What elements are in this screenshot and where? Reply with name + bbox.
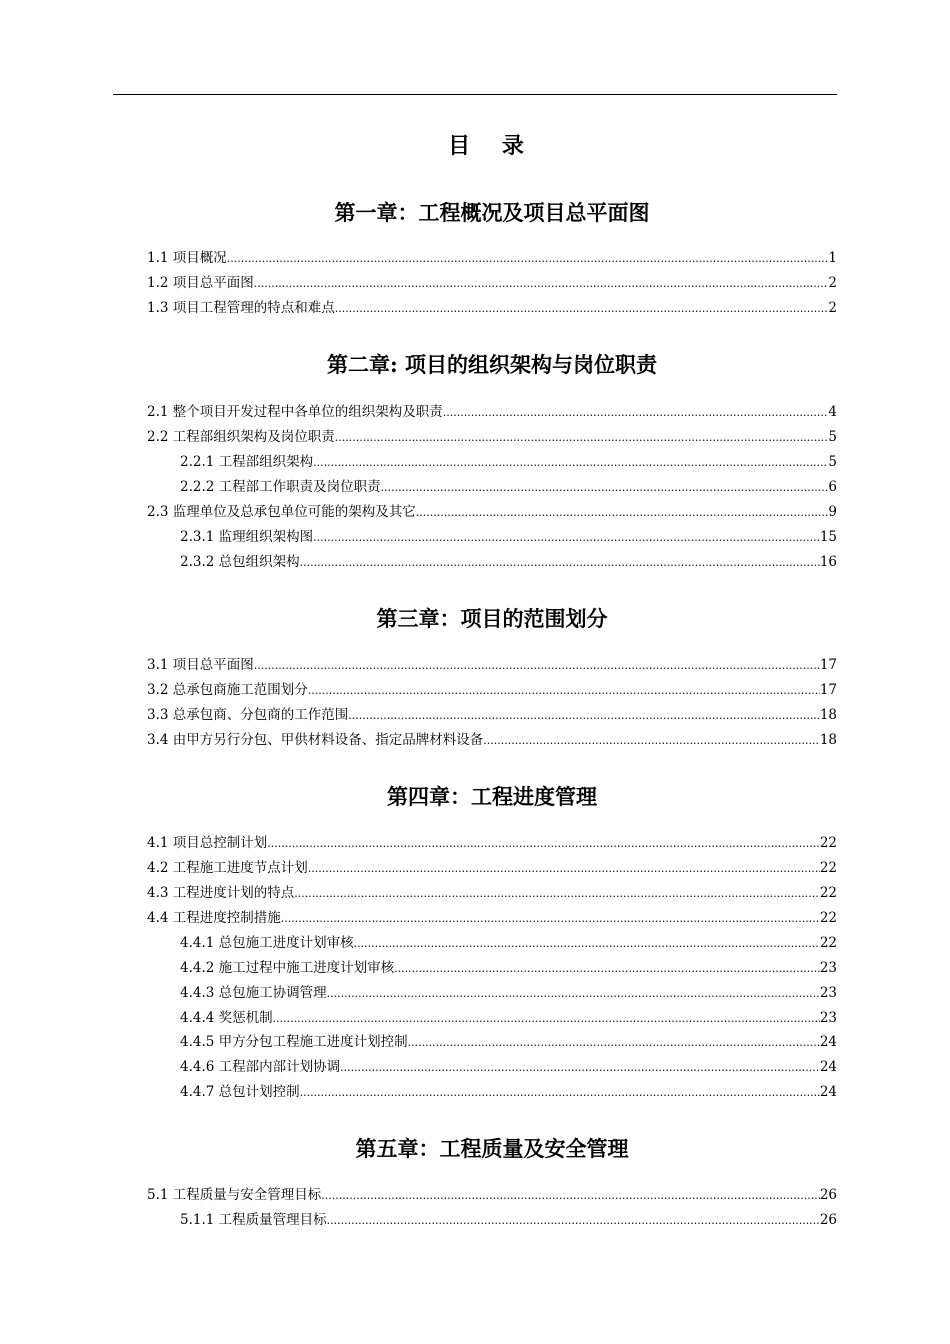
toc-entry-label: 4.4.3 总包施工协调管理: [180, 985, 327, 1001]
toc-entry-label: 1.3 项目工程管理的特点和难点: [147, 300, 335, 316]
toc-entry-page: 9: [828, 504, 837, 520]
toc-entry-label: 4.4.1 总包施工进度计划审核: [180, 935, 354, 951]
toc-entry-page: 6: [828, 479, 837, 495]
toc-entry-page: 22: [819, 885, 837, 901]
toc-entry-page: 22: [819, 835, 837, 851]
toc-entry-label: 4.4.5 甲方分包工程施工进度计划控制: [180, 1034, 408, 1050]
toc-entry-page: 18: [819, 707, 837, 723]
toc-entry-page: 1: [828, 250, 837, 266]
toc-leader-dots: [335, 426, 829, 448]
toc-entry-page: 5: [828, 454, 837, 470]
toc-entry-label: 2.1 整个项目开发过程中各单位的组织架构及职责: [147, 404, 443, 420]
toc-title: 目 录: [448, 133, 536, 159]
toc-leader-dots: [348, 704, 820, 726]
toc-entry-label: 3.4 由甲方另行分包、甲供材料设备、指定品牌材料设备: [147, 732, 484, 748]
toc-entry-label: 2.2.1 工程部组织架构: [180, 454, 314, 470]
toc-entry[interactable]: [147, 729, 837, 751]
toc-subentry[interactable]: [180, 551, 837, 573]
toc-leader-dots: [483, 729, 820, 751]
toc-leader-dots: [254, 272, 829, 294]
toc-subentry[interactable]: [180, 982, 837, 1004]
toc-entry[interactable]: [147, 654, 837, 676]
header-rule: [113, 94, 837, 95]
toc-entry-page: 2: [828, 300, 837, 316]
toc-leader-dots: [313, 451, 828, 473]
toc-subentry[interactable]: [180, 451, 837, 473]
toc-entry-page: 26: [819, 1187, 837, 1203]
toc-entry[interactable]: [147, 297, 837, 319]
toc-leader-dots: [321, 1184, 820, 1206]
toc-subentry[interactable]: [180, 1031, 837, 1053]
toc-entry[interactable]: [147, 272, 837, 294]
toc-leader-dots: [408, 1031, 820, 1053]
chapter-2-heading: 第二章: 项目的组织架构与岗位职责: [326, 352, 658, 377]
toc-leader-dots: [227, 247, 829, 269]
toc-entry[interactable]: [147, 882, 837, 904]
toc-entry-label: 2.3.1 监理组织架构图: [180, 529, 314, 545]
toc-leader-dots: [308, 679, 820, 701]
chapter-4-heading: 第四章：工程进度管理: [387, 784, 597, 809]
toc-entry[interactable]: [147, 1184, 837, 1206]
toc-entry[interactable]: [147, 704, 837, 726]
toc-entry-page: 22: [819, 860, 837, 876]
toc-entry-page: 24: [819, 1034, 837, 1050]
toc-entry[interactable]: [147, 907, 837, 929]
toc-leader-dots: [443, 401, 829, 423]
chapter-5-heading: 第五章：工程质量及安全管理: [355, 1136, 629, 1161]
toc-leader-dots: [294, 882, 820, 904]
toc-entry-label: 4.4.6 工程部内部计划协调: [180, 1059, 341, 1075]
toc-leader-dots: [313, 526, 820, 548]
toc-entry-page: 17: [819, 682, 837, 698]
toc-entry-label: 3.1 项目总平面图: [147, 657, 254, 673]
toc-entry-page: 17: [819, 657, 837, 673]
toc-entry[interactable]: [147, 426, 837, 448]
toc-leader-dots: [254, 654, 820, 676]
toc-entry-page: 22: [819, 935, 837, 951]
toc-subentry[interactable]: [180, 957, 837, 979]
chapter-3-heading: 第三章：项目的范围划分: [376, 606, 608, 631]
toc-leader-dots: [267, 832, 820, 854]
toc-entry-label: 4.4 工程进度控制措施: [147, 910, 281, 926]
toc-entry-label: 5.1 工程质量与安全管理目标: [147, 1187, 322, 1203]
toc-entry-page: 24: [819, 1059, 837, 1075]
toc-entry-label: 2.3 监理单位及总承包单位可能的架构及其它: [147, 504, 416, 520]
toc-entry-label: 4.4.4 奖惩机制: [180, 1010, 273, 1026]
toc-entry-page: 24: [819, 1084, 837, 1100]
toc-entry[interactable]: [147, 501, 837, 523]
toc-leader-dots: [381, 476, 829, 498]
toc-leader-dots: [335, 297, 829, 319]
toc-entry-label: 3.2 总承包商施工范围划分: [147, 682, 308, 698]
toc-subentry[interactable]: [180, 1007, 837, 1029]
toc-entry-label: 5.1.1 工程质量管理目标: [180, 1212, 327, 1228]
toc-leader-dots: [300, 551, 820, 573]
toc-entry-label: 4.4.2 施工过程中施工进度计划审核: [180, 960, 395, 976]
toc-leader-dots: [394, 957, 820, 979]
toc-leader-dots: [327, 982, 820, 1004]
toc-entry-label: 1.1 项目概况: [147, 250, 227, 266]
toc-subentry[interactable]: [180, 476, 837, 498]
toc-entry[interactable]: [147, 247, 837, 269]
toc-entry-page: 5: [828, 429, 837, 445]
toc-subentry[interactable]: [180, 1056, 837, 1078]
toc-subentry[interactable]: [180, 1209, 837, 1231]
toc-entry-label: 2.2.2 工程部工作职责及岗位职责: [180, 479, 381, 495]
toc-entry-page: 18: [819, 732, 837, 748]
toc-entry-label: 4.1 项目总控制计划: [147, 835, 268, 851]
toc-entry-label: 2.2 工程部组织架构及岗位职责: [147, 429, 335, 445]
toc-entry-page: 23: [819, 1010, 837, 1026]
toc-entry-page: 26: [819, 1212, 837, 1228]
toc-entry-page: 2: [828, 275, 837, 291]
toc-entry-label: 4.2 工程施工进度节点计划: [147, 860, 308, 876]
toc-leader-dots: [308, 857, 820, 879]
toc-entry-label: 4.4.7 总包计划控制: [180, 1084, 300, 1100]
toc-entry-page: 15: [819, 529, 837, 545]
toc-leader-dots: [327, 1209, 820, 1231]
toc-leader-dots: [354, 932, 820, 954]
toc-entry-page: 4: [828, 404, 837, 420]
toc-entry-page: 22: [819, 910, 837, 926]
toc-entry[interactable]: [147, 832, 837, 854]
toc-leader-dots: [281, 907, 820, 929]
toc-entry-page: 23: [819, 985, 837, 1001]
chapter-1-heading: 第一章：工程概况及项目总平面图: [334, 200, 650, 225]
toc-entry-label: 4.3 工程进度计划的特点: [147, 885, 295, 901]
toc-subentry[interactable]: [180, 526, 837, 548]
toc-subentry[interactable]: [180, 1081, 837, 1103]
toc-entry[interactable]: [147, 857, 837, 879]
toc-subentry[interactable]: [180, 932, 837, 954]
toc-entry-page: 16: [819, 554, 837, 570]
toc-leader-dots: [273, 1007, 820, 1029]
toc-entry[interactable]: [147, 679, 837, 701]
toc-entry-label: 1.2 项目总平面图: [147, 275, 254, 291]
toc-entry-label: 3.3 总承包商、分包商的工作范围: [147, 707, 349, 723]
toc-entry-page: 23: [819, 960, 837, 976]
toc-leader-dots: [340, 1056, 820, 1078]
toc-entry[interactable]: [147, 401, 837, 423]
toc-entry-label: 2.3.2 总包组织架构: [180, 554, 300, 570]
toc-leader-dots: [300, 1081, 820, 1103]
toc-leader-dots: [416, 501, 829, 523]
